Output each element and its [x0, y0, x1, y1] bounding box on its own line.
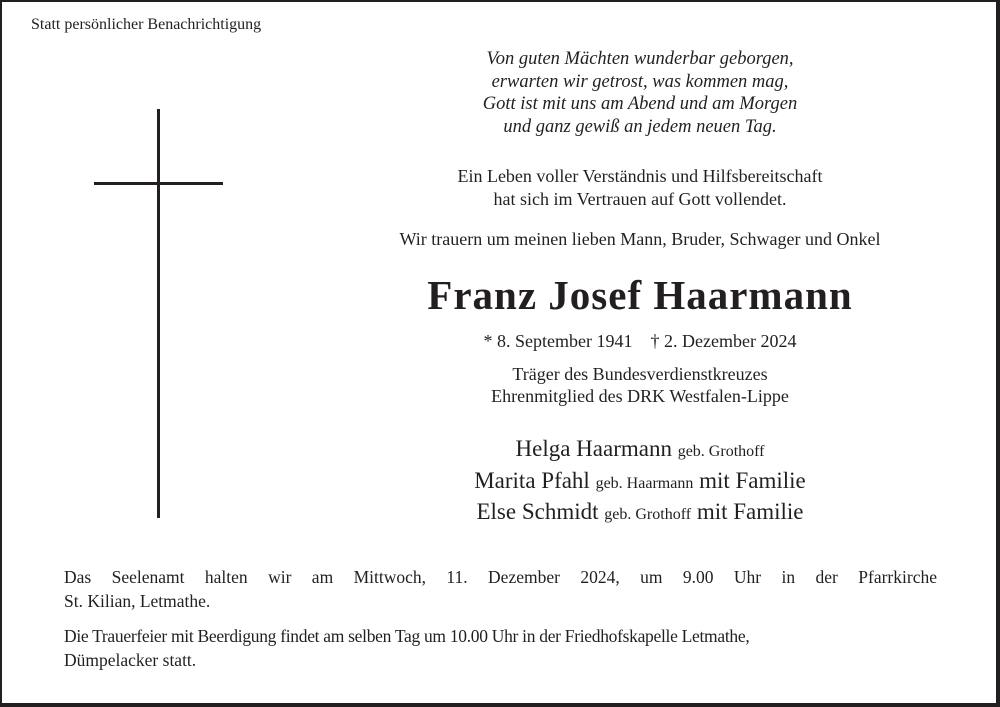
death-date: † 2. Dezember 2024 — [650, 331, 797, 351]
poem-verse — [340, 48, 940, 138]
mourner-suffix: mit Familie — [699, 467, 806, 493]
mourning-line: Wir trauern um meinen lieben Mann, Bruder, Schwager und Onkel — [399, 229, 881, 249]
funeral-info — [64, 624, 937, 672]
honor-line: Träger des Bundesverdienstkreuzes — [512, 364, 768, 384]
family-mourners — [340, 435, 940, 530]
funeral-line: Dümpelacker statt. — [64, 650, 197, 670]
poem-line: erwarten wir getrost, was kommen mag, — [491, 71, 789, 92]
mourner-row — [340, 498, 940, 530]
requiem-line: Das Seelenamt halten wir am Mittwoch, 11. Dezember 2024, um 9.00 Uhr in der Pfarrkirche — [64, 567, 937, 587]
mourner-maiden-name: geb. Haarmann — [595, 474, 694, 492]
honor-line: Ehrenmitglied des DRK Westfalen-Lippe — [491, 385, 789, 406]
poem-line: Von guten Mächten wunderbar geborgen, — [486, 49, 794, 69]
life-statement — [340, 165, 940, 210]
header-note: Statt persönlicher Benachrichtigung — [31, 16, 262, 33]
mourner-row — [340, 467, 940, 499]
honors — [340, 364, 940, 407]
mourner-row — [340, 435, 940, 467]
mourner-name: Helga Haarmann — [515, 436, 672, 461]
cross-horizontal-beam — [94, 182, 223, 185]
poem-line: Gott ist mit uns am Abend und am Morgen — [482, 94, 798, 114]
life-dates — [340, 330, 940, 352]
poem-line: und ganz gewiß an jedem neuen Tag. — [503, 116, 777, 137]
mourner-maiden-name: geb. Grothoff — [677, 443, 765, 460]
mourner-name: Else Schmidt — [476, 499, 599, 524]
life-statement-line: hat sich im Vertrauen auf Gott vollendet. — [493, 188, 787, 209]
birth-date: * 8. September 1941 — [483, 331, 633, 351]
mourner-maiden-name: geb. Grothoff — [604, 506, 692, 523]
life-statement-line: Ein Leben voller Verständnis und Hilfsbereitschaft — [457, 166, 823, 186]
mourner-name: Marita Pfahl — [474, 467, 590, 493]
requiem-line: St. Kilian, Letmathe. — [64, 591, 211, 611]
cross-vertical-beam — [157, 109, 160, 518]
mourner-suffix: mit Familie — [696, 499, 804, 524]
deceased-name: Franz Josef Haarmann — [427, 272, 853, 318]
funeral-line: Die Trauerfeier mit Beerdigung findet am selben Tag um 10.00 Uhr in der Friedhofskapelle Letmathe, — [64, 626, 750, 646]
requiem-info — [64, 565, 937, 613]
